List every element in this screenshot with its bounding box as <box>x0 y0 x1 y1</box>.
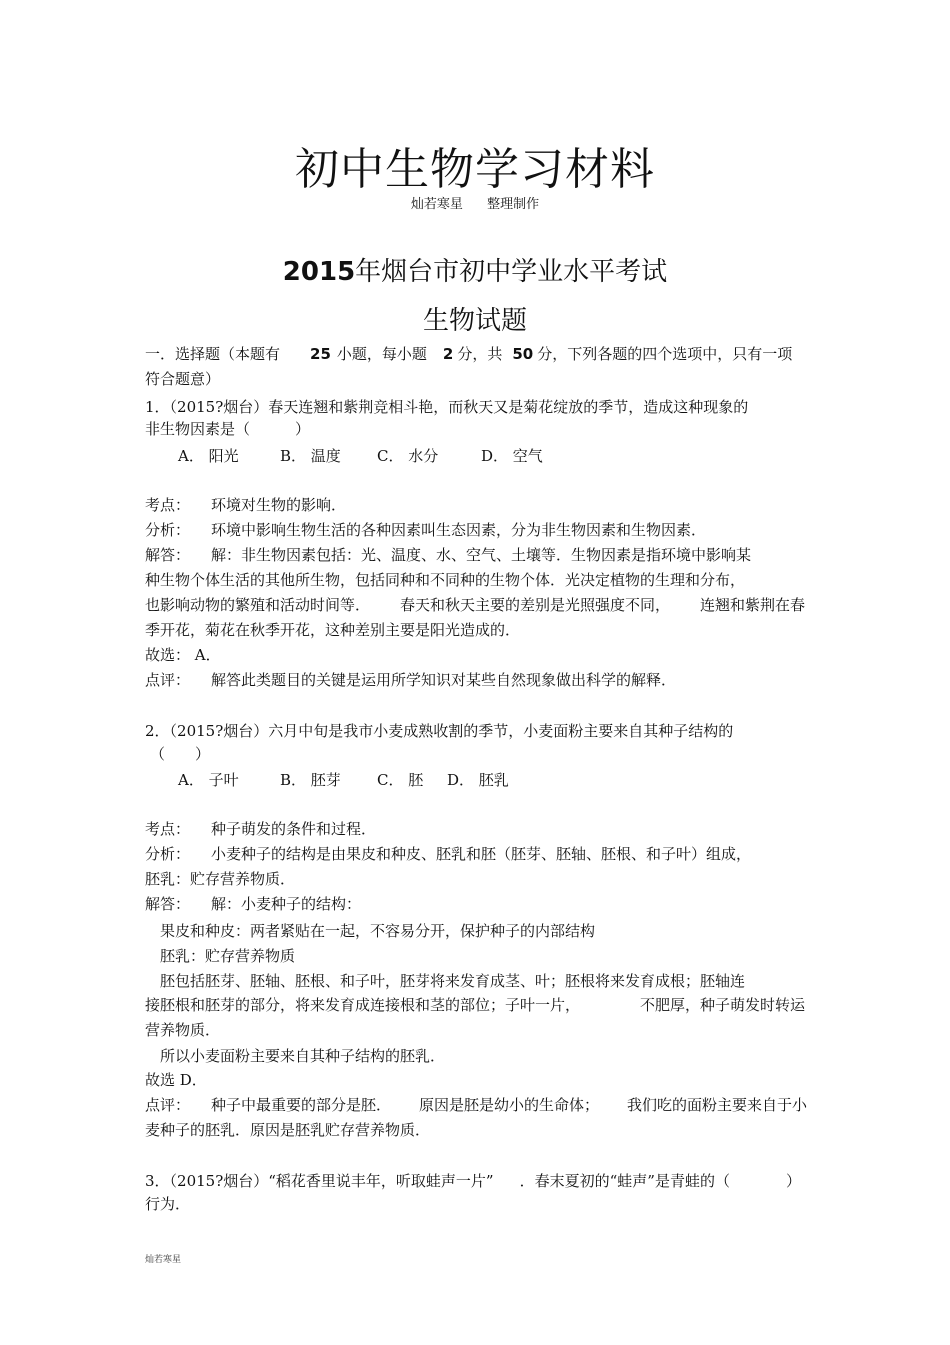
q2-dianping-b: 原因是胚是幼小的生命体； <box>419 1096 600 1114</box>
credit-line <box>0 193 950 212</box>
q2-jieda-line7: 所以小麦面粉主要来自其种子结构的胚乳． <box>160 1047 446 1065</box>
q2-option-d: D． 胚乳 <box>447 771 509 789</box>
q3-stem-a: 3．（2015?烟台）“稻花香里说丰年，听取蛙声一片” <box>145 1172 494 1190</box>
points-each: 2 <box>442 345 454 363</box>
q1-answer: 故选： A． <box>145 646 221 664</box>
q1-dianping-label: 点评： <box>145 671 191 689</box>
q2-option-c: C． 胚 <box>377 771 424 789</box>
q1-fenxi-label: 分析： <box>145 521 191 539</box>
section-text-d: 分，下列各题的四个选项中，只有一项 <box>537 345 793 363</box>
q1-jieda-line3a: 也影响动物的繁殖和活动时间等． <box>145 596 371 614</box>
q3-stem-c: ） <box>785 1172 801 1190</box>
section-text-b: 小题，每小题 <box>336 345 427 363</box>
q3-stem-line2: 行为． <box>145 1195 191 1213</box>
q1-kaodian-label: 考点： <box>145 496 191 514</box>
q2-jieda-line5 <box>145 994 805 1015</box>
q2-kaodian-label: 考点： <box>145 820 191 838</box>
q2-jieda-line5b: 不肥厚，种子萌发时转运 <box>640 996 806 1014</box>
q2-answer: 故选 D． <box>145 1071 207 1089</box>
q1-dianping-text: 解答此类题目的关键是运用所学知识对某些自然现象做出科学的解释． <box>211 671 677 689</box>
q2-jieda-label: 解答： <box>145 895 191 913</box>
q2-dianping-c: 我们吃的面粉主要来自于小 <box>627 1096 808 1114</box>
author-name: 灿若寒星 <box>410 197 463 212</box>
q1-jieda-line2: 种生物个体生活的其他所生物，包括同种和不同种的生物个体．光决定植物的生理和分布， <box>145 571 746 589</box>
q1-option-a: A． 阳光 <box>178 447 239 465</box>
q2-jieda-line3: 胚乳：贮存营养物质 <box>160 947 296 965</box>
q1-option-d: D． 空气 <box>481 447 543 465</box>
section-text-a: 一．选择题（本题有 <box>145 345 281 363</box>
q2-jieda-line5a: 接胚根和胚芽的部分，将来发育成连接根和茎的部位；子叶一片， <box>145 996 581 1014</box>
q1-option-b: B． 温度 <box>280 447 341 465</box>
question-count: 25 <box>310 345 331 363</box>
exam-year: 2015 <box>282 257 356 287</box>
exam-subtitle: 生物试题 <box>422 306 527 336</box>
q2-dianping-text <box>211 1094 807 1115</box>
exam-title <box>0 251 950 288</box>
q3-stem-line1 <box>145 1170 801 1191</box>
q1-jieda-line3b: 春天和秋天主要的差别是光照强度不同， <box>400 596 671 614</box>
q1-option-c: C． 水分 <box>377 447 439 465</box>
q1-jieda-line4: 季开花，菊花在秋季开花，这种差别主要是阳光造成的． <box>145 621 521 639</box>
q2-dianping-a: 种子中最重要的部分是胚． <box>211 1096 392 1114</box>
q1-stem-line2: 非生物因素是（ ） <box>145 420 311 438</box>
q2-jieda-line6: 营养物质． <box>145 1021 221 1039</box>
main-title: 初中生物学习材料 <box>295 144 655 195</box>
q1-jieda-line3 <box>145 594 805 615</box>
page-footer: 灿若寒星 <box>145 1255 182 1265</box>
q2-stem-line1: 2．（2015?烟台）六月中旬是我市小麦成熟收割的季节，小麦面粉主要来自其种子结构的 <box>145 722 734 740</box>
q1-jieda-line1: 解：非生物因素包括：光、温度、水、空气、土壤等．生物因素是指环境中影响某 <box>211 546 752 564</box>
maker-label: 整理制作 <box>487 197 540 212</box>
section-instruction-line1 <box>145 343 792 364</box>
q2-fenxi-text: 小麦种子的结构是由果皮和种皮、胚乳和胚（胚芽、胚轴、胚根、和子叶）组成， <box>211 845 752 863</box>
q2-stem-line2: （ ） <box>150 745 211 763</box>
q2-option-b: B． 胚芽 <box>280 771 341 789</box>
points-total: 50 <box>512 345 534 363</box>
q2-fenxi-line2: 胚乳：贮存营养物质． <box>145 870 296 888</box>
section-instruction-line2: 符合题意） <box>145 370 221 388</box>
q2-dianping-label: 点评： <box>145 1096 191 1114</box>
q1-jieda-label: 解答： <box>145 546 191 564</box>
q2-jieda-line2: 果皮和种皮：两者紧贴在一起，不容易分开，保护种子的内部结构 <box>160 922 596 940</box>
q2-jieda-line1: 解：小麦种子的结构： <box>211 895 362 913</box>
q1-stem-line1: 1．（2015?烟台）春天连翘和紫荆竞相斗艳，而秋天又是菊花绽放的季节，造成这种现象的 <box>145 398 749 416</box>
q2-jieda-line4: 胚包括胚芽、胚轴、胚根、和子叶，胚芽将来发育成茎、叶；胚根将来发育成根；胚轴连 <box>160 972 746 990</box>
q3-stem-b: ．春末夏初的“蛙声”是青蛙的（ <box>519 1172 730 1190</box>
q1-kaodian-text: 环境对生物的影响． <box>211 496 347 514</box>
q2-kaodian-text: 种子萌发的条件和过程． <box>211 820 377 838</box>
section-text-c: 分，共 <box>457 345 503 363</box>
q2-fenxi-label: 分析： <box>145 845 191 863</box>
q1-jieda-line3c: 连翘和紫荆在春 <box>700 596 806 614</box>
q1-fenxi-text: 环境中影响生物生活的各种因素叫生态因素，分为非生物因素和生物因素． <box>211 521 707 539</box>
q2-dianping-line2: 麦种子的胚乳．原因是胚乳贮存营养物质． <box>145 1121 431 1139</box>
exam-title-text: 年烟台市初中学业水平考试 <box>355 257 668 287</box>
q2-option-a: A． 子叶 <box>178 771 239 789</box>
